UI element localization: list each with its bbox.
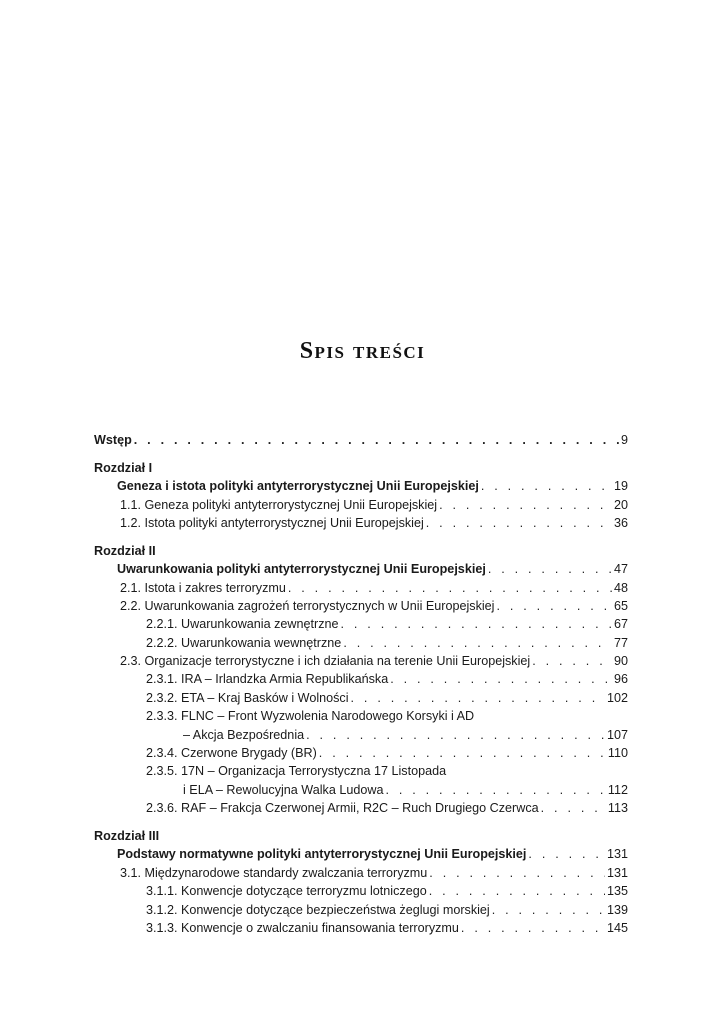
leader-dots [426, 514, 612, 532]
toc-entry-label: 1.2. Istota polityki antyterrorystycznej Unii Europejskiej [120, 515, 424, 530]
toc-entry-label: Geneza i istota polityki antyterrorystycznej Unii Europejskiej [117, 479, 479, 494]
toc-page-number: 65 [613, 598, 628, 613]
toc-page-number: 9 [620, 433, 628, 447]
toc-entry-2-2-1[interactable] [94, 615, 628, 633]
toc-page-number: 77 [613, 635, 628, 650]
toc-entry-label: 3.1.3. Konwencje o zwalczaniu finansowania terroryzmu [146, 920, 459, 935]
toc-page-number: 145 [606, 920, 628, 935]
toc-entry-chapter1-title[interactable] [94, 477, 628, 495]
chapter-heading-2: Rozdział II [94, 543, 156, 558]
toc-entry-2-3-5-line1[interactable]: 2.3.5. 17N – Organizacja Terrorystyczna 17 Listopada [146, 764, 447, 779]
toc-entry-label: 3.1. Międzynarodowe standardy zwalczania terroryzmu [120, 865, 428, 880]
toc-entry-3-1-3[interactable] [94, 919, 628, 937]
table-of-contents [94, 431, 628, 937]
leader-dots [528, 845, 605, 863]
toc-entry-2-3-3-line1[interactable]: 2.3.3. FLNC – Front Wyzwolenia Narodowego Korsyki i AD [146, 709, 475, 724]
toc-page-number: 139 [606, 902, 628, 917]
toc-entry-label: 2.3. Organizacje terrorystyczne i ich działania na terenie Unii Europejskiej [120, 654, 531, 669]
leader-dots [288, 579, 612, 597]
page-title: Spis treści [299, 338, 426, 364]
toc-entry-label: Podstawy normatywne polityki antyterrorystycznej Unii Europejskiej [117, 847, 527, 862]
leader-dots [341, 615, 612, 633]
toc-entry-2-3-6[interactable] [94, 799, 628, 817]
toc-entry-label: 2.2. Uwarunkowania zagrożeń terrorystycznych w Unii Europejskiej [120, 598, 495, 613]
toc-entry-label: 2.3.4. Czerwone Brygady (BR) [146, 746, 317, 761]
toc-page-number: 113 [607, 801, 628, 816]
toc-entry-3-1-1[interactable] [94, 882, 628, 900]
toc-entry-label: 2.3.2. ETA – Kraj Basków i Wolności [146, 690, 349, 705]
leader-dots [351, 689, 605, 707]
toc-entry-label: 2.2.1. Uwarunkowania zewnętrzne [146, 617, 339, 632]
toc-page-number: 135 [606, 884, 628, 899]
leader-dots [496, 597, 612, 615]
leader-dots [461, 919, 605, 937]
leader-dots [429, 882, 605, 900]
toc-entry-2-3[interactable] [94, 652, 628, 670]
leader-dots [439, 496, 612, 514]
toc-entry-3-1-2[interactable] [94, 901, 628, 919]
toc-page-number: 131 [606, 865, 628, 880]
toc-page-number: 112 [607, 782, 628, 797]
chapter-heading-1: Rozdział I [94, 460, 153, 475]
leader-dots [492, 901, 605, 919]
toc-entry-label: 2.2.2. Uwarunkowania wewnętrzne [146, 635, 342, 650]
toc-entry-2-3-4[interactable] [94, 744, 628, 762]
toc-entry-label: 3.1.2. Konwencje dotyczące bezpieczeństwa żeglugi morskiej [146, 902, 490, 917]
leader-dots [306, 726, 605, 744]
toc-entry-label: 2.1. Istota i zakres terroryzmu [120, 580, 286, 595]
toc-page-number: 110 [607, 746, 628, 761]
toc-entry-1-2[interactable] [94, 514, 628, 532]
toc-page-number: 19 [613, 479, 628, 494]
toc-entry-3-1[interactable] [94, 864, 628, 882]
toc-entry-label: i ELA – Rewolucyjna Walka Ludowa [183, 782, 384, 797]
leader-dots [319, 744, 606, 762]
toc-entry-2-3-3[interactable] [94, 726, 628, 744]
toc-entry-label: 3.1.1. Konwencje dotyczące terroryzmu lotniczego [146, 884, 427, 899]
leader-dots [481, 477, 612, 495]
toc-entry-2-3-1[interactable] [94, 670, 628, 688]
toc-page-number: 96 [613, 672, 628, 687]
toc-page-number: 36 [613, 515, 628, 530]
toc-entry-chapter3-title[interactable] [94, 845, 628, 863]
toc-entry-2-1[interactable] [94, 579, 628, 597]
toc-entry-label: Uwarunkowania polityki antyterrorystycznej Unii Europejskiej [117, 562, 486, 577]
toc-page-number: 48 [613, 580, 628, 595]
chapter-heading-3: Rozdział III [94, 828, 160, 843]
leader-dots [532, 652, 612, 670]
toc-entry-chapter2-title[interactable] [94, 560, 628, 578]
toc-entry-label: – Akcja Bezpośrednia [183, 727, 305, 742]
leader-dots [541, 799, 606, 817]
toc-entry-label: Wstęp [94, 433, 132, 447]
toc-entry-2-2[interactable] [94, 597, 628, 615]
leader-dots [488, 560, 612, 578]
leader-dots [385, 781, 605, 799]
toc-entry-label: 2.3.1. IRA – Irlandzka Armia Republikańska [146, 672, 389, 687]
toc-entry-2-2-2[interactable] [94, 634, 628, 652]
toc-page-number: 20 [613, 497, 628, 512]
leader-dots [343, 634, 612, 652]
toc-page-number: 67 [613, 617, 628, 632]
toc-page-number: 102 [606, 690, 628, 705]
toc-entry-1-1[interactable] [94, 496, 628, 514]
toc-page-number: 47 [613, 562, 628, 577]
toc-page-number: 90 [613, 654, 628, 669]
leader-dots [134, 431, 619, 449]
toc-page-number: 107 [606, 727, 628, 742]
toc-entry-2-3-2[interactable] [94, 689, 628, 707]
toc-entry-label: 1.1. Geneza polityki antyterrorystycznej Unii Europejskiej [120, 497, 438, 512]
leader-dots [429, 864, 605, 882]
toc-page-number: 131 [606, 847, 628, 862]
toc-entry-2-3-5[interactable] [94, 781, 628, 799]
leader-dots [390, 670, 612, 688]
toc-entry-intro[interactable] [94, 431, 628, 449]
toc-entry-label: 2.3.6. RAF – Frakcja Czerwonej Armii, R2C – Ruch Drugiego Czerwca [146, 801, 539, 816]
